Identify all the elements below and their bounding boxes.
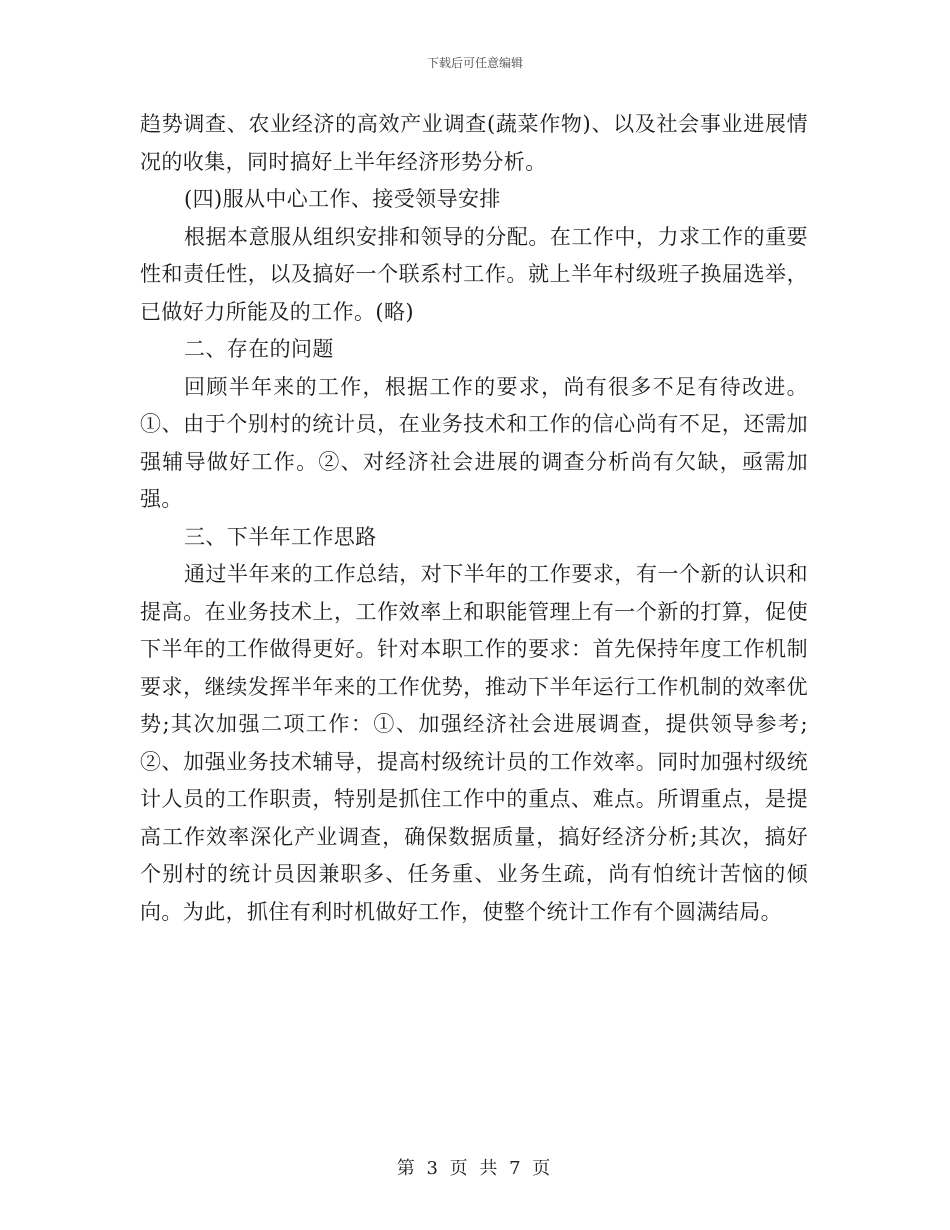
section-heading-plan: 三、下半年工作思路: [184, 524, 377, 549]
paragraph: 根据本意服从组织安排和领导的分配。在工作中，力求工作的重要性和责任性，以及搞好一个联系村工作。就上半年村级班子换届选举，已做好力所能及的工作。(略): [140, 224, 808, 324]
section-heading-problems: 二、存在的问题: [184, 337, 334, 361]
paragraph-continuation: 趋势调查、农业经济的高效产业调查(蔬菜作物)、以及社会事业进展情况的收集，同时搞好上半年经济形势分析。: [140, 112, 808, 174]
document-body: [140, 106, 808, 931]
paragraph: 通过半年来的工作总结，对下半年的工作要求，有一个新的认识和提高。在业务技术上，工作效率上和职能管理上有一个新的打算，促使下半年的工作做得更好。针对本职工作的要求：首先保持年度工作机制要求，继续发挥半年来的工作优势，推动下半年运行工作机制的效率优势;其次加强二项工作：①、加强经济社会进展调查，提供领导参考;②、加强业务技术辅导，提高村级统计员的工作效率。同时加强村级统计人员的工作职责，特别是抓住工作中的重点、难点。所谓重点，是提高工作效率深化产业调查，确保数据质量，搞好经济分析;其次，搞好个别村的统计员因兼职多、任务重、业务生疏，尚有怕统计苦恼的倾向。为此，抓住有利时机做好工作，使整个统计工作有个圆满结局。: [140, 562, 808, 924]
paragraph: 回顾半年来的工作，根据工作的要求，尚有很多不足有待改进。①、由于个别村的统计员，在业务技术和工作的信心尚有不足，还需加强辅导做好工作。②、对经济社会进展的调查分析尚有欠缺，亟需加强。: [140, 374, 808, 511]
page-header: 下载后可任意编辑: [426, 56, 523, 70]
page-number: 第 3 页 共 7 页: [396, 1158, 554, 1179]
section-heading-4: (四)服从中心工作、接受领导安排: [184, 187, 501, 211]
